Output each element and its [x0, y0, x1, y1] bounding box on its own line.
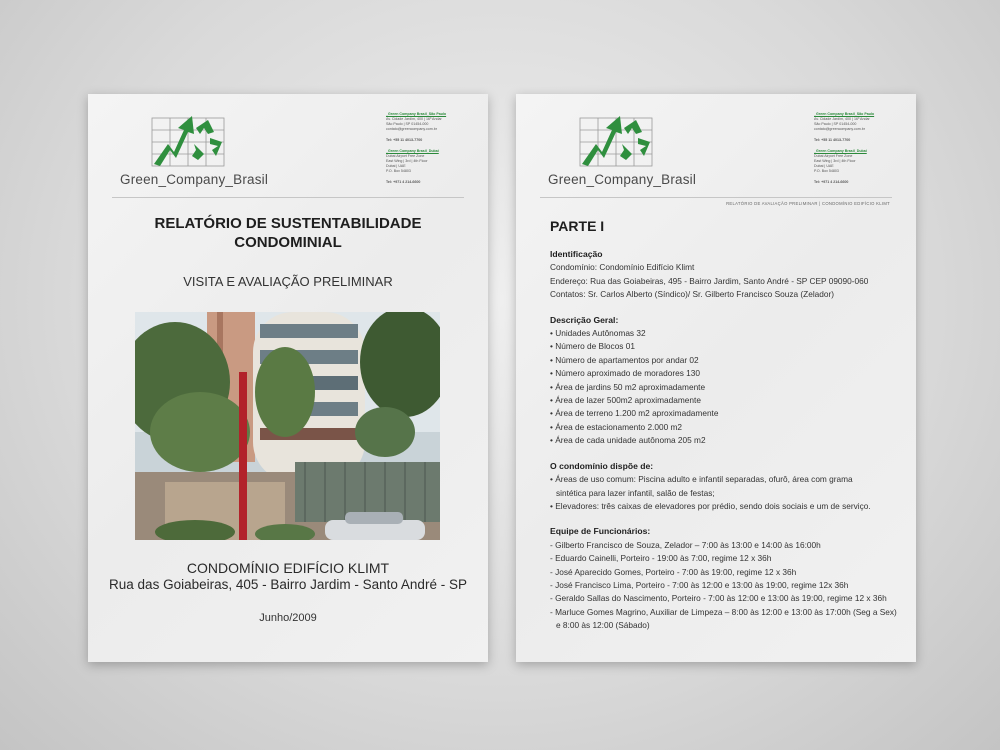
report-body: [550, 248, 902, 645]
section-dispoe: [550, 460, 902, 514]
header-caption: RELATÓRIO DE AVALIAÇÃO PRELIMINAR | CONDOMÍNIO EDIFÍCIO KLIMT: [726, 201, 890, 206]
company-name: Green_Company_Brasil: [120, 172, 269, 187]
contact-line: Av. Cidade Jardim, 400 | 16º Andar: [386, 117, 442, 121]
list-item: • Área de lazer 500m2 aproximadamente: [550, 395, 701, 406]
section-heading: O condomínio dispõe de:: [550, 460, 654, 471]
company-logo: [542, 114, 702, 194]
list-item: • Área de cada unidade autônoma 205 m2: [550, 435, 706, 446]
header-divider: [540, 197, 892, 198]
list-item: • Área de jardins 50 m2 aproximadamente: [550, 381, 706, 392]
section-descricao: [550, 314, 902, 448]
building-photo: [135, 312, 440, 540]
cover-title-line: RELATÓRIO DE SUSTENTABILIDADE: [154, 215, 422, 232]
cover-page: [88, 94, 488, 662]
recycle-grid-icon: [148, 114, 228, 170]
list-item: • Áreas de uso comum: Piscina adulto e infantil separadas, ofurô, área com grama: [550, 474, 853, 485]
contact-line: P.O. Box 54803: [814, 169, 839, 173]
list-item: - Gilberto Francisco de Souza, Zelador – 7:00 às 13:00 e 14:00 às 16:00h: [550, 539, 821, 550]
report-page: [516, 94, 916, 662]
contact-line: Dubai | UAE: [814, 164, 834, 168]
descricao-list: [550, 327, 902, 448]
building-address: Rua das Goiabeiras, 405 - Bairro Jardim - Santo André - SP: [109, 577, 467, 592]
company-logo: [114, 114, 274, 194]
list-item: - Geraldo Sallas do Nascimento, Porteiro - 7:00 às 12:00 e 13:00 às 19:00, regime 12 x 36h: [550, 593, 887, 604]
contact-phone: Tel: +971 4 214-6600: [386, 180, 421, 184]
contact-line: Av. Cidade Jardim, 400 | 16º Andar: [814, 117, 870, 121]
contact-block: [386, 112, 481, 185]
contact-line: contato@greencompany.com.br: [386, 127, 437, 131]
contact-line: Dubai Airport Free Zone: [814, 154, 853, 158]
section-identificacao: [550, 248, 902, 302]
contact-line: Dubai Airport Free Zone: [386, 154, 425, 158]
office-title: _Green Company Brasil_São Paulo: [386, 112, 447, 116]
contact-phone: Tel: +55 11 4013-7700: [814, 138, 851, 142]
section-heading: Identificação: [550, 249, 603, 259]
contact-line: São Paulo | SP 01454-000: [386, 122, 429, 126]
list-item: • Número de Blocos 01: [550, 341, 635, 352]
contact-line: São Paulo | SP 01454-000: [814, 122, 857, 126]
contact-block: [814, 112, 909, 185]
equipe-list: [550, 539, 902, 619]
contact-line: East Wing | 3rd | 4th Floor: [386, 159, 428, 163]
company-name: Green_Company_Brasil: [548, 172, 697, 187]
list-item: • Área de estacionamento 2.000 m2: [550, 421, 683, 432]
building-name: CONDOMÍNIO EDIFÍCIO KLIMT: [186, 560, 390, 576]
section-line: Condomínio: Condomínio Edifício Klimt: [550, 262, 695, 273]
report-date: Junho/2009: [259, 612, 317, 624]
list-item-continuation: e 8:00 às 12:00 (Sábado): [556, 620, 650, 631]
list-item: - José Francisco Lima, Porteiro - 7:00 às 12:00 e 13:00 às 19:00, regime 12x 36h: [550, 579, 849, 590]
section-line: Contatos: Sr. Carlos Alberto (Síndico)/ Sr. Gilberto Francisco Souza (Zelador): [550, 289, 835, 300]
recycle-grid-icon: [576, 114, 656, 170]
cover-title-line: CONDOMINIAL: [234, 234, 342, 251]
contact-line: P.O. Box 54803: [386, 169, 411, 173]
contact-phone: Tel: +55 11 4013-7700: [386, 138, 423, 142]
part-title: PARTE I: [550, 218, 605, 234]
list-item: • Número de apartamentos por andar 02: [550, 354, 699, 365]
list-item: • Elevadores: três caixas de elevadores por prédio, sendo dois sociais e um de serviço.: [550, 500, 871, 511]
contact-line: East Wing | 3rd | 4th Floor: [814, 159, 856, 163]
section-line: Endereço: Rua das Goiabeiras, 495 - Bairro Jardim, Santo André - SP CEP 09090-060: [550, 275, 869, 286]
cover-title: [88, 214, 488, 252]
list-item: - José Aparecido Gomes, Porteiro - 7:00 às 19:00, regime 12 x 36h: [550, 566, 797, 577]
section-heading: Equipe de Funcionários:: [550, 526, 651, 537]
office-title: _Green Company Brasil_Dubai: [386, 149, 439, 153]
list-item-continuation: sintética para lazer infantil, salão de festas;: [556, 487, 715, 498]
section-equipe: [550, 525, 902, 632]
contact-phone: Tel: +971 4 214-6600: [814, 180, 849, 184]
list-item: • Número aproximado de moradores 130: [550, 368, 701, 379]
section-heading: Descrição Geral:: [550, 314, 619, 325]
contact-line: Dubai | UAE: [386, 164, 406, 168]
list-item: - Marluce Gomes Magrino, Auxiliar de Limpeza – 8:00 às 12:00 e 13:00 às 17:00h (Seg a Sex): [550, 606, 897, 617]
contact-line: contato@greencompany.com.br: [814, 127, 865, 131]
list-item: - Eduardo Cainelli, Porteiro - 19:00 às 7:00, regime 12 x 36h: [550, 553, 772, 564]
office-title: _Green Company Brasil_Dubai: [814, 149, 867, 153]
list-item: • Área de terreno 1.200 m2 aproximadamente: [550, 408, 719, 419]
cover-subtitle: VISITA E AVALIAÇÃO PRELIMINAR: [183, 274, 393, 289]
list-item: • Unidades Autônomas 32: [550, 328, 646, 339]
office-title: _Green Company Brasil_São Paulo: [814, 112, 875, 116]
header-divider: [112, 197, 464, 198]
